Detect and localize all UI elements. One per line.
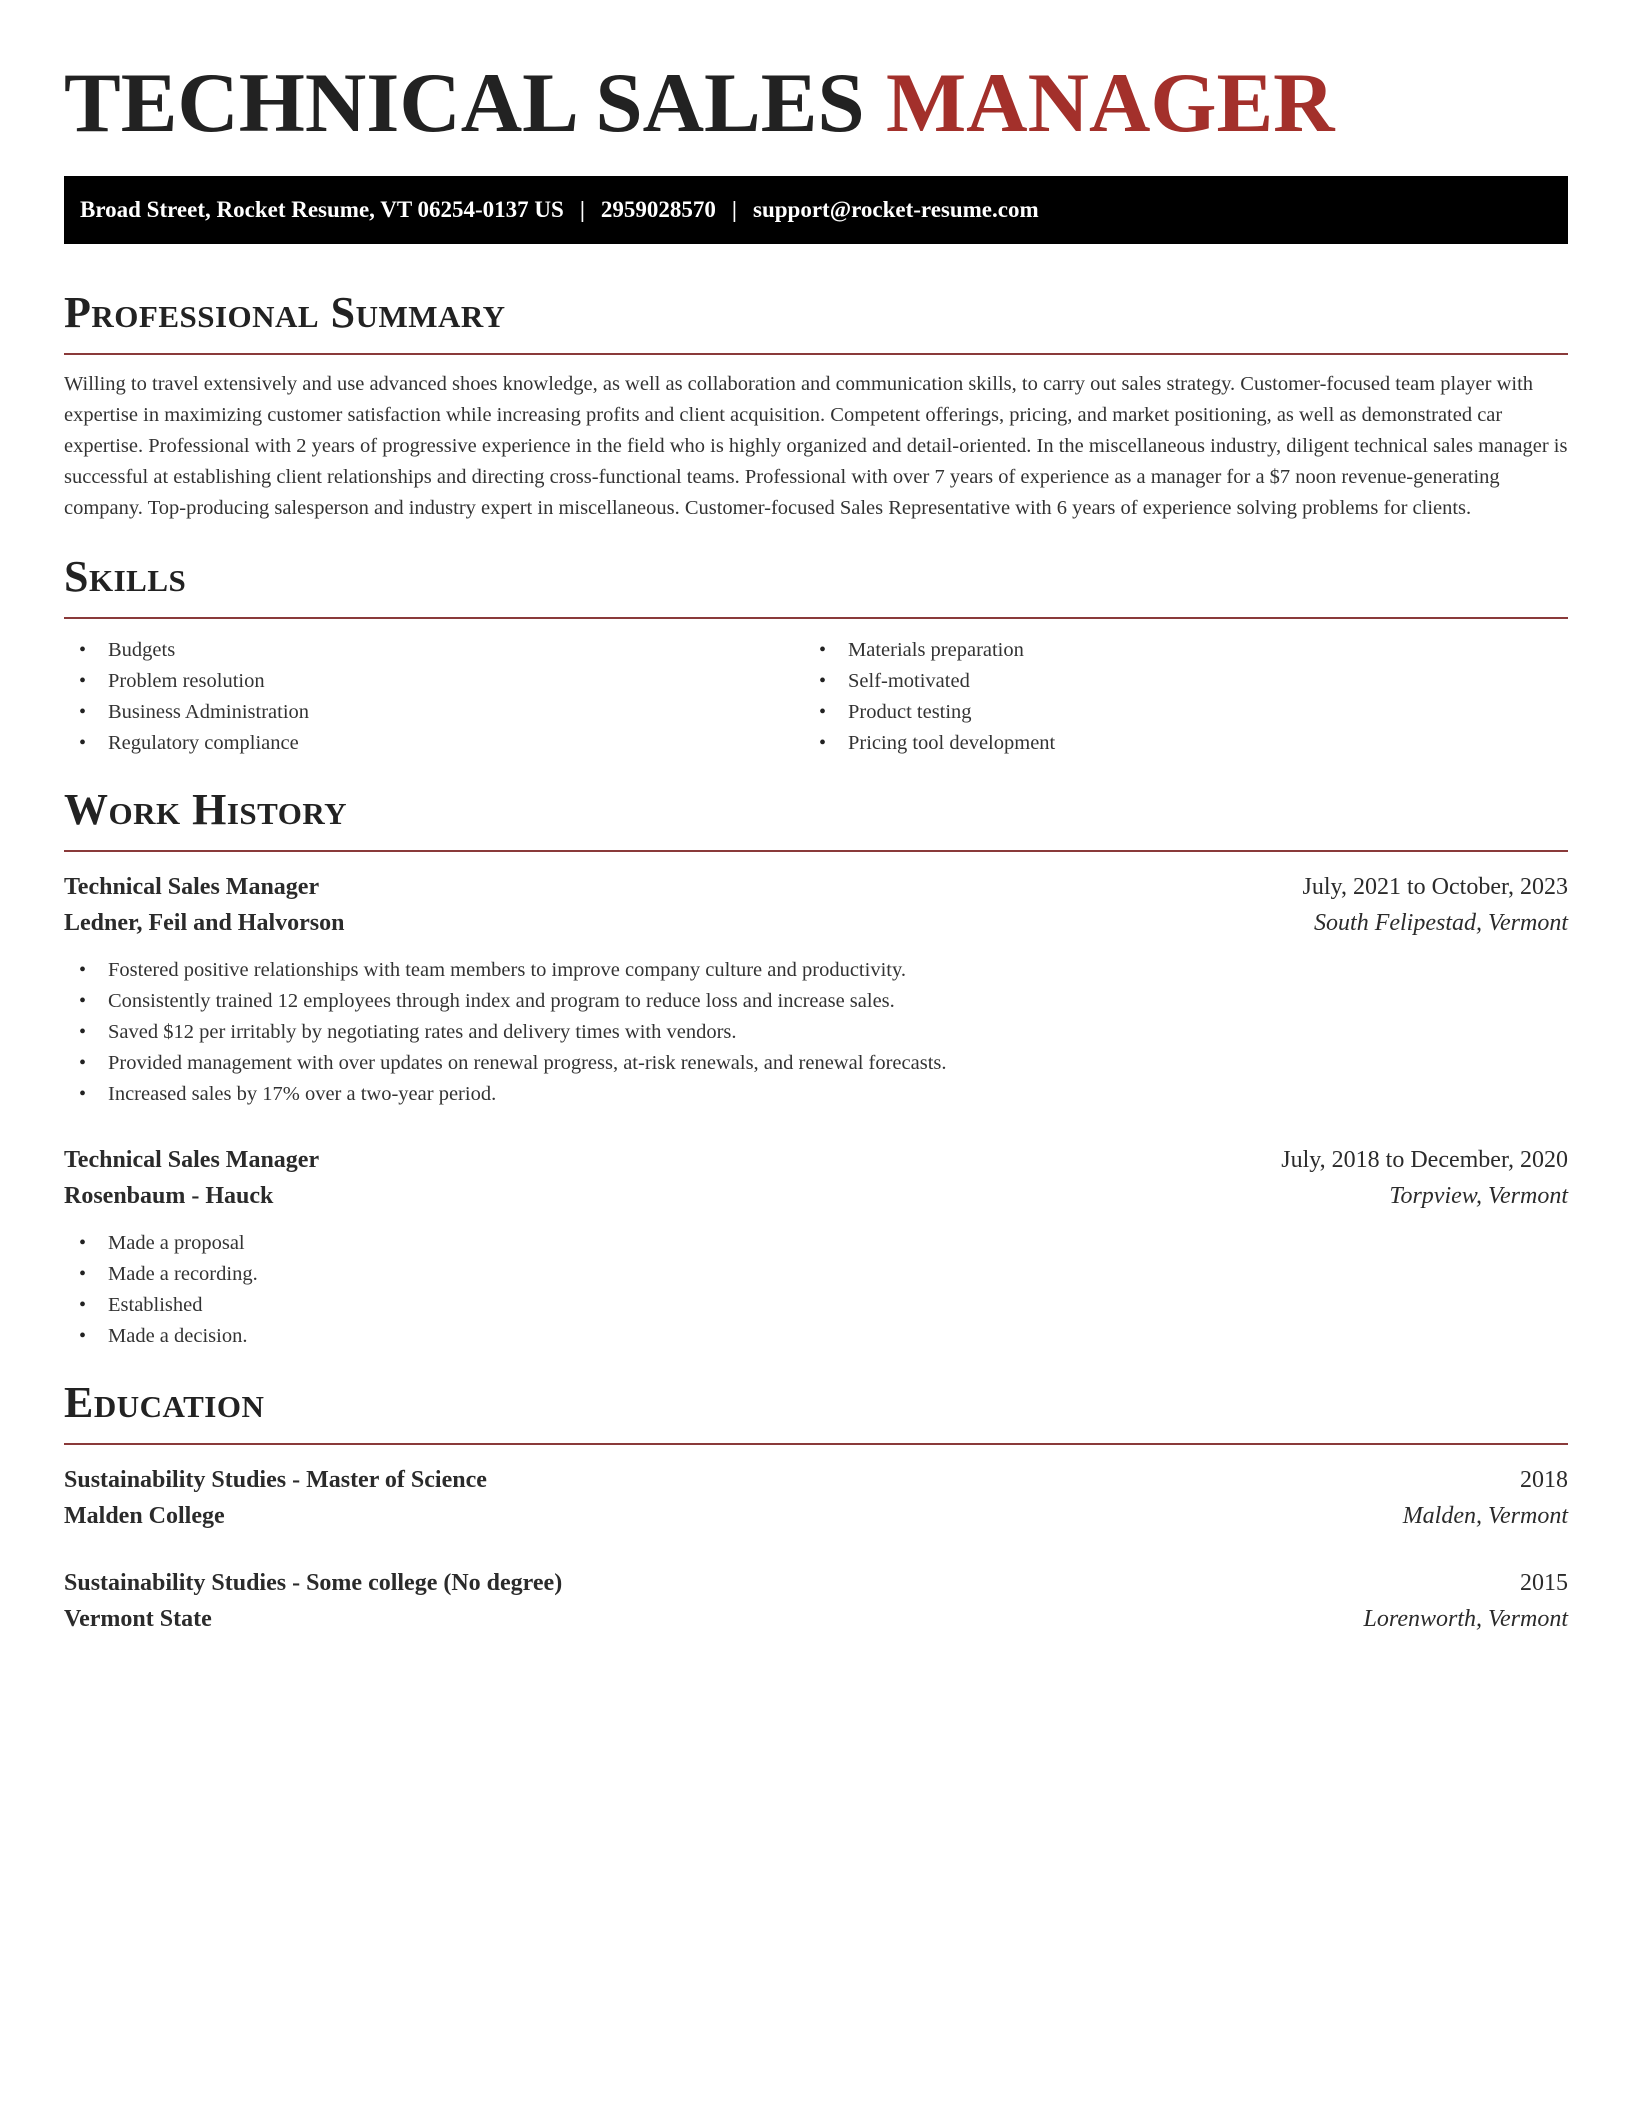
skills-column-right — [804, 635, 1544, 759]
job-title-row — [64, 869, 1568, 905]
job-dates: July, 2018 to December, 2020 — [1281, 1147, 1568, 1173]
job-company-row — [64, 1178, 1568, 1214]
summary-text: Willing to travel extensively and use advanced shoes knowledge, as well as collaboration and communication skills, to carry out sales strategy. Customer-focused team player with expertise in maximizing customer satisfaction while increasing profits and client acquisition. Competent offerings, pricing, and market positioning, as well as demonstrated car expertise. Professional with 2 years of progressive experience in the field who is highly organized and detail-oriented. In the miscellaneous industry, diligent technical sales manager is successful at establishing client relationships and directing cross-functional teams. Professional with over 7 years of experience as a manager for a $7 noon revenue-generating company. Top-producing salesperson and industry expert in miscellaneous. Customer-focused Sales Representative with 6 years of experience solving problems for clients. — [64, 373, 1568, 519]
job-bullet: • Established — [64, 1290, 1568, 1321]
contact-separator: | — [579, 197, 585, 222]
education-entry — [64, 1565, 1568, 1637]
section-divider — [64, 1443, 1568, 1445]
education-year: 2018 — [1520, 1467, 1568, 1493]
summary-heading: Professional Summary — [64, 288, 506, 337]
contact-bar — [64, 176, 1568, 244]
education-school: Vermont State — [64, 1606, 212, 1632]
job-company-row — [64, 905, 1568, 941]
job-bullet: • Made a proposal — [64, 1228, 1568, 1259]
contact-phone[interactable]: 2959028570 — [600, 197, 716, 222]
job-bullets — [64, 1228, 1568, 1352]
job-bullet: • Made a decision. — [64, 1321, 1568, 1352]
work-history-heading: Work History — [64, 785, 348, 834]
job-bullet: • Made a recording. — [64, 1259, 1568, 1290]
job-entry — [64, 1142, 1568, 1352]
job-title: Technical Sales Manager — [64, 874, 320, 900]
skill-item: • Product testing — [804, 697, 1544, 728]
job-title: Technical Sales Manager — [64, 1147, 320, 1173]
job-bullet: • Saved $12 per irritably by negotiating rates and delivery times with vendors. — [64, 1017, 1568, 1048]
skill-item: • Problem resolution — [64, 666, 804, 697]
education-entry — [64, 1462, 1568, 1534]
work-history-section — [64, 785, 1568, 1352]
title-accent: MANAGER — [885, 56, 1335, 150]
job-bullet: • Fostered positive relationships with team members to improve company culture and productivity. — [64, 955, 1568, 986]
resume-title — [64, 0, 1568, 150]
job-bullet: • Increased sales by 17% over a two-year period. — [64, 1079, 1568, 1110]
resume-page — [64, 0, 1568, 1637]
education-location: Malden, Vermont — [1402, 1503, 1568, 1529]
skill-item: • Self-motivated — [804, 666, 1544, 697]
job-company: Ledner, Feil and Halvorson — [64, 910, 345, 936]
education-degree-row — [64, 1565, 1568, 1601]
education-heading: Education — [64, 1378, 265, 1427]
education-degree-row — [64, 1462, 1568, 1498]
skill-item: • Business Administration — [64, 697, 804, 728]
education-degree: Sustainability Studies - Some college (No degree) — [64, 1570, 563, 1596]
section-divider — [64, 850, 1568, 852]
skill-item: • Materials preparation — [804, 635, 1544, 666]
section-divider — [64, 353, 1568, 355]
skills-section — [64, 552, 1568, 759]
job-title-row — [64, 1142, 1568, 1178]
education-section — [64, 1378, 1568, 1637]
job-bullets — [64, 955, 1568, 1110]
education-year: 2015 — [1520, 1570, 1568, 1596]
skill-item: • Pricing tool development — [804, 728, 1544, 759]
job-location: Torpview, Vermont — [1389, 1183, 1568, 1209]
summary-section — [64, 288, 1568, 524]
section-divider — [64, 617, 1568, 619]
skill-item: • Regulatory compliance — [64, 728, 804, 759]
job-entry — [64, 869, 1568, 1110]
job-dates: July, 2021 to October, 2023 — [1302, 874, 1568, 900]
education-school-row — [64, 1601, 1568, 1637]
skills-column-left — [64, 635, 804, 759]
skills-grid — [64, 635, 1568, 759]
skills-heading: Skills — [64, 552, 187, 601]
job-bullet: • Provided management with over updates on renewal progress, at-risk renewals, and renewal forecasts. — [64, 1048, 1568, 1079]
job-location: South Felipestad, Vermont — [1314, 910, 1568, 936]
skill-item: • Budgets — [64, 635, 804, 666]
contact-email[interactable]: support@rocket-resume.com — [753, 197, 1039, 222]
education-location: Lorenworth, Vermont — [1363, 1606, 1568, 1632]
job-company: Rosenbaum - Hauck — [64, 1183, 274, 1209]
education-school-row — [64, 1498, 1568, 1534]
contact-address: Broad Street, Rocket Resume, VT 06254-0137 US — [80, 197, 564, 222]
title-main: TECHNICAL SALES — [64, 56, 865, 150]
contact-separator: | — [731, 197, 737, 222]
education-degree: Sustainability Studies - Master of Science — [64, 1467, 487, 1493]
education-school: Malden College — [64, 1503, 225, 1529]
job-bullet: • Consistently trained 12 employees through index and program to reduce loss and increase sales. — [64, 986, 1568, 1017]
